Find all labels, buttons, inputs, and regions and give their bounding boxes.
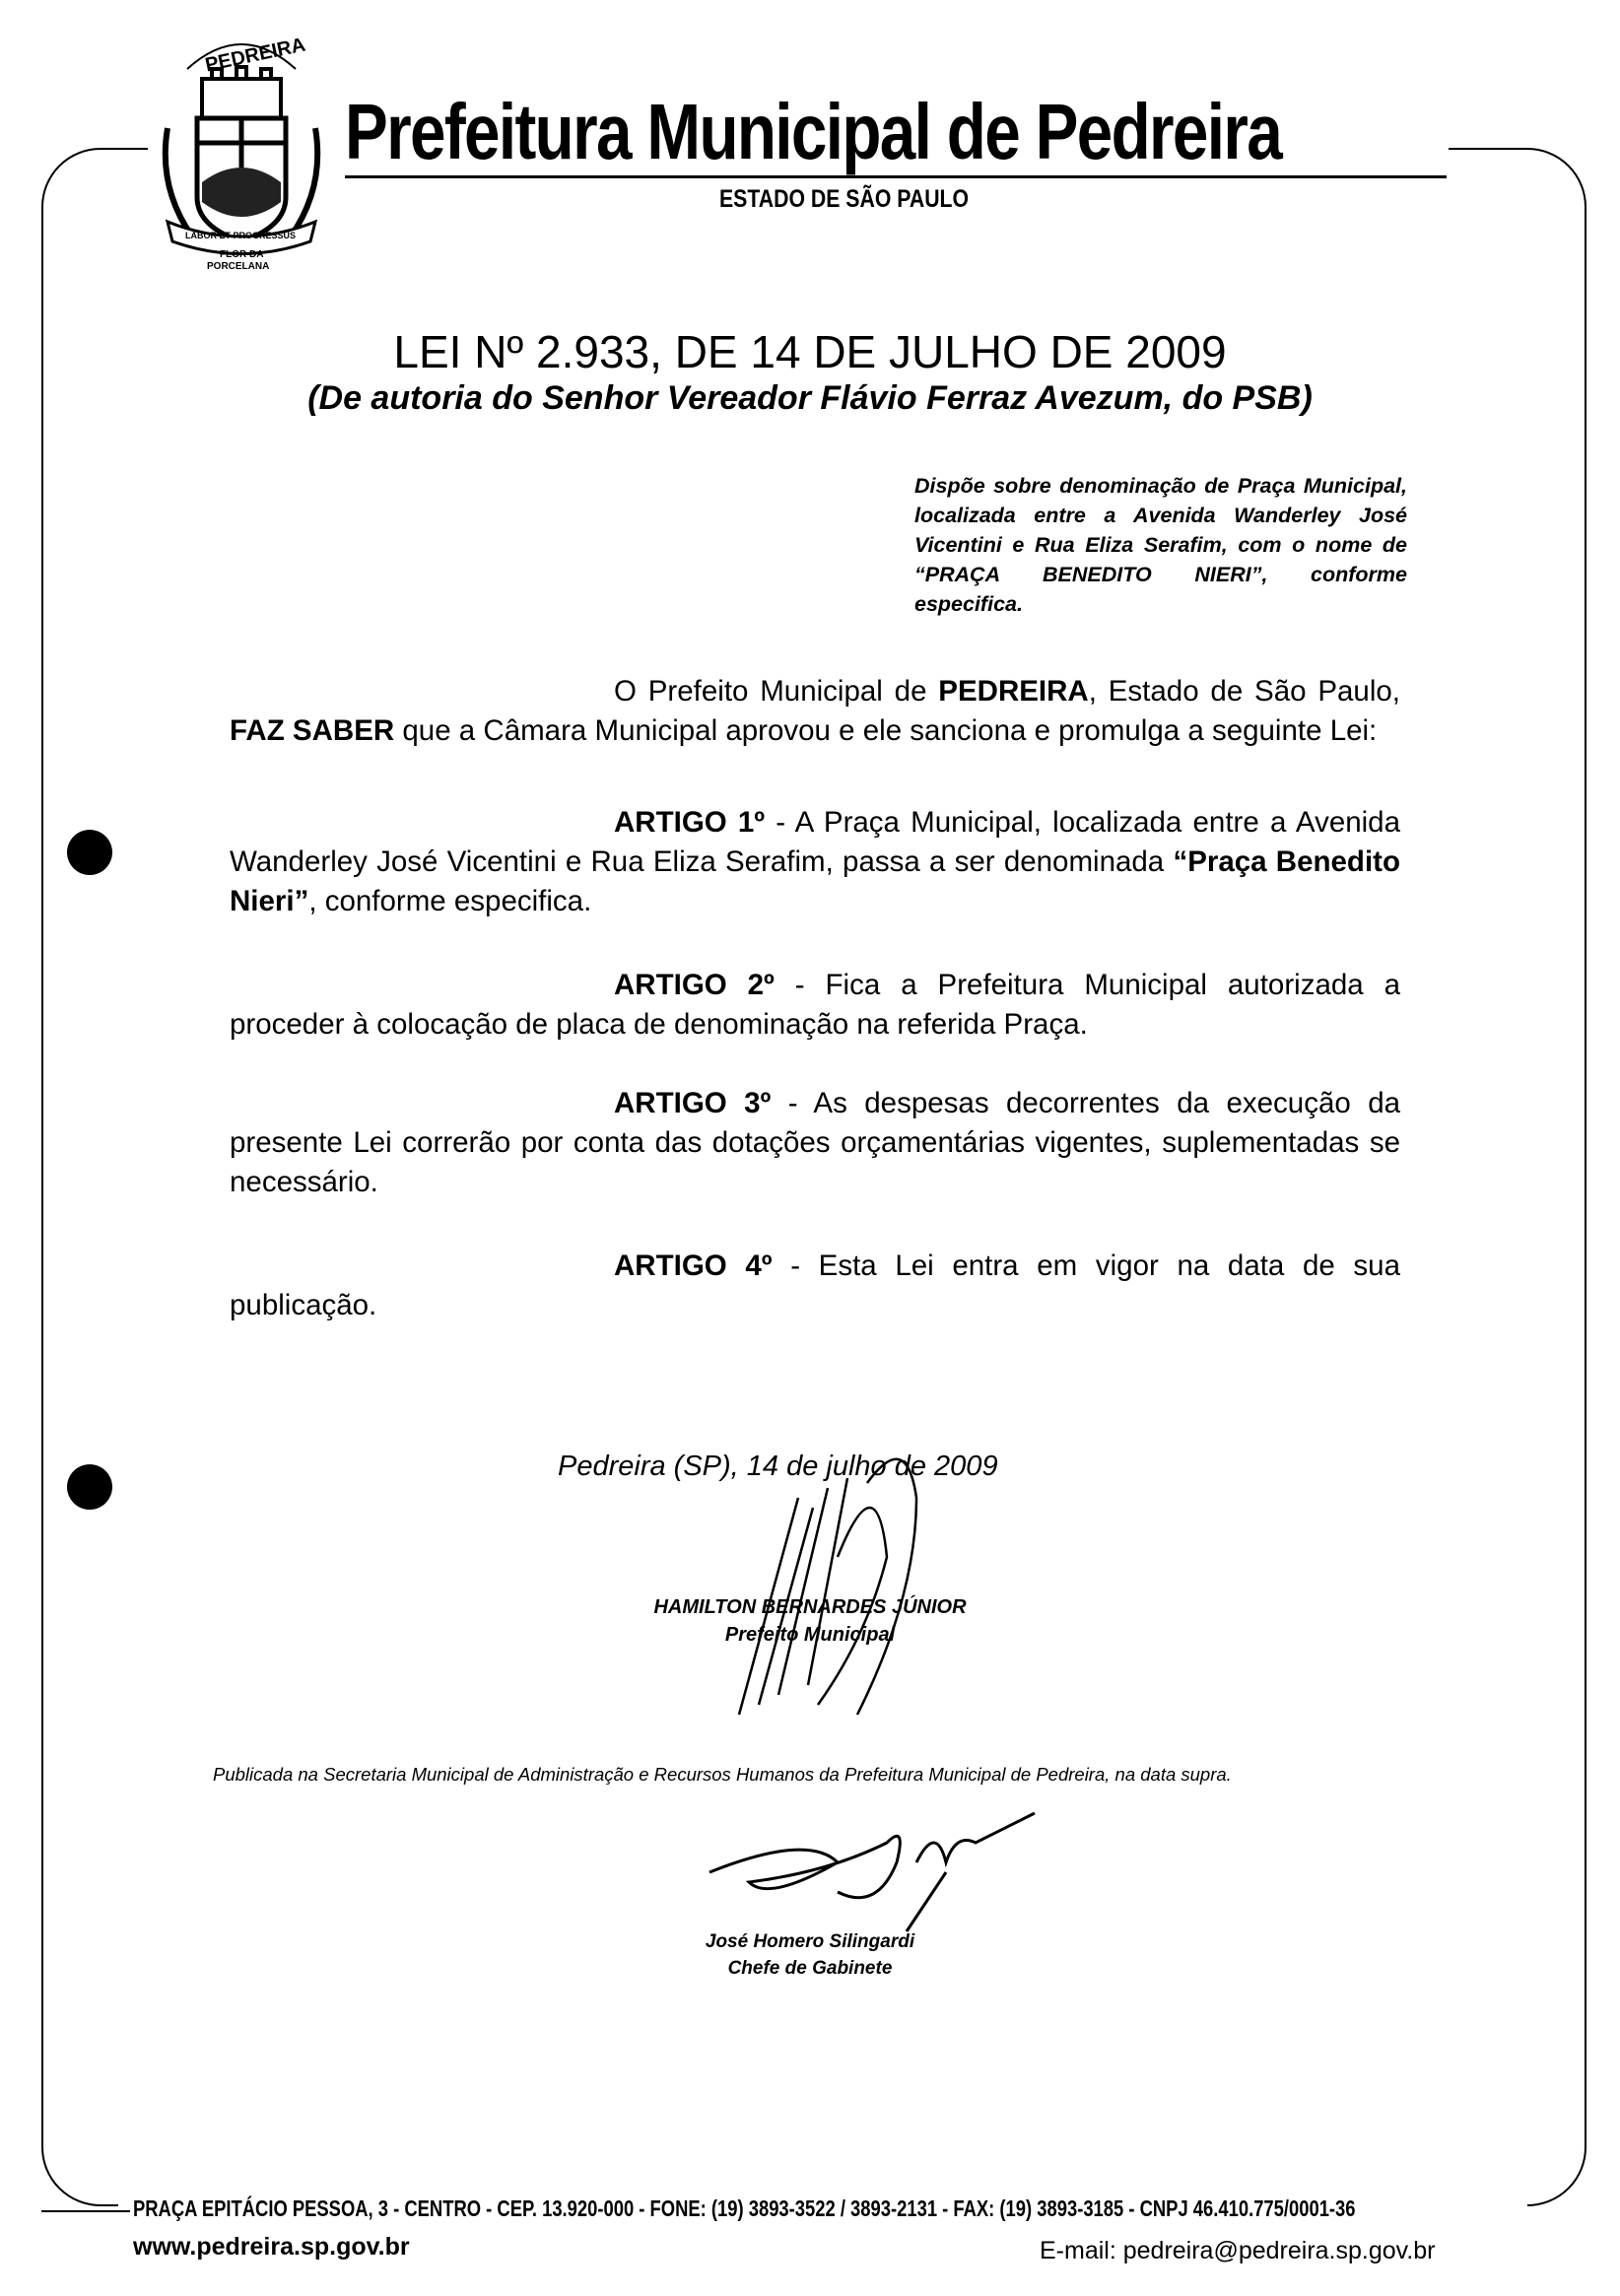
preamble-text: O Prefeito Municipal de [614, 675, 939, 708]
title-underline [345, 175, 1447, 178]
law-title: LEI Nº 2.933, DE 14 DE JULHO DE 2009 [393, 326, 1227, 377]
mayor-name: HAMILTON BERNARDES JÚNIOR [653, 1596, 967, 1618]
footer-email: E-mail: pedreira@pedreira.sp.gov.br [1040, 2237, 1436, 2264]
coat-of-arms-logo [158, 20, 325, 271]
article-text: - As despesas decorrentes da execução da presente Lei correrão por conta das dotações orçamentárias vigentes, suplementadas se necessário. [230, 1087, 1401, 1198]
punch-hole [67, 1464, 112, 1510]
preamble-text: que a Câmara Municipal aprovou e ele sanciona e promulga a seguinte Lei: [394, 714, 1378, 747]
place-date: Pedreira (SP), 14 de julho de 2009 [558, 1451, 998, 1482]
article-label: ARTIGO 4º [614, 1249, 773, 1282]
publication-note: Publicada na Secretaria Municipal de Administração e Recursos Humanos da Prefeitura Municipal de Pedreira, na data supra. [213, 1764, 1232, 1785]
article-text: , conforme especifica. [308, 885, 592, 917]
law-summary: Dispõe sobre denominação de Praça Municipal, localizada entre a Avenida Wanderley José Vicentini e Rua Eliza Serafim, com o nome de “PRAÇA BENEDITO NIERI”, conforme especifica. [914, 474, 1407, 616]
punch-hole [67, 830, 112, 875]
faz-saber: FAZ SABER [230, 714, 395, 747]
chief-of-staff-signature [690, 1803, 1054, 1941]
square-name: “Praça Benedito Nieri” [230, 845, 1400, 917]
article-label: ARTIGO 1º [614, 806, 766, 839]
mayor-role: Prefeito Municipal [724, 1624, 896, 1646]
svg-text:LABOR ET PROGRESSUS: LABOR ET PROGRESSUS [185, 231, 297, 240]
mayor-signature [719, 1439, 976, 1734]
chief-name: José Homero Silingardi [705, 1931, 915, 1952]
preamble-text: , Estado de São Paulo, [1088, 675, 1400, 708]
article-3 [230, 1084, 1400, 1202]
article-text: - A Praça Municipal, localizada entre a Avenida Wanderley José Vicentini e Rua Eliza Serafim, passa a ser denominada [230, 806, 1400, 878]
article-text: - Fica a Prefeitura Municipal autorizada a proceder à colocação de placa de denominação na referida Praça. [230, 969, 1401, 1041]
article-label: ARTIGO 2º [614, 969, 775, 1001]
footer-line [41, 2210, 130, 2212]
footer-address: PRAÇA EPITÁCIO PESSOA, 3 - CENTRO - CEP. 13.920-000 - FONE: (19) 3893-3522 / 3893-2131 - FAX: (19) 3893-3185 - CNPJ 46.410.775/0001-36 [133, 2195, 1356, 2221]
preamble [230, 672, 1400, 751]
svg-text:FLOR DA: FLOR DA [220, 249, 264, 260]
svg-text:PEDREIRA: PEDREIRA [203, 34, 307, 77]
state-subtitle: ESTADO DE SÃO PAULO [719, 185, 970, 213]
article-label: ARTIGO 3º [614, 1087, 772, 1119]
city-name: PEDREIRA [938, 675, 1089, 708]
article-text: - Esta Lei entra em vigor na data de sua publicação. [230, 1249, 1400, 1321]
law-authorship: (De autoria do Senhor Vereador Flávio Ferraz Avezum, do PSB) [307, 379, 1313, 417]
article-4 [230, 1247, 1400, 1325]
svg-text:PORCELANA: PORCELANA [207, 261, 270, 271]
article-2 [230, 966, 1400, 1045]
chief-role: Chefe de Gabinete [727, 1958, 893, 1979]
footer-website: www.pedreira.sp.gov.br [133, 2233, 410, 2261]
article-1 [230, 803, 1400, 921]
institution-title: Prefeitura Municipal de Pedreira [345, 88, 1282, 175]
